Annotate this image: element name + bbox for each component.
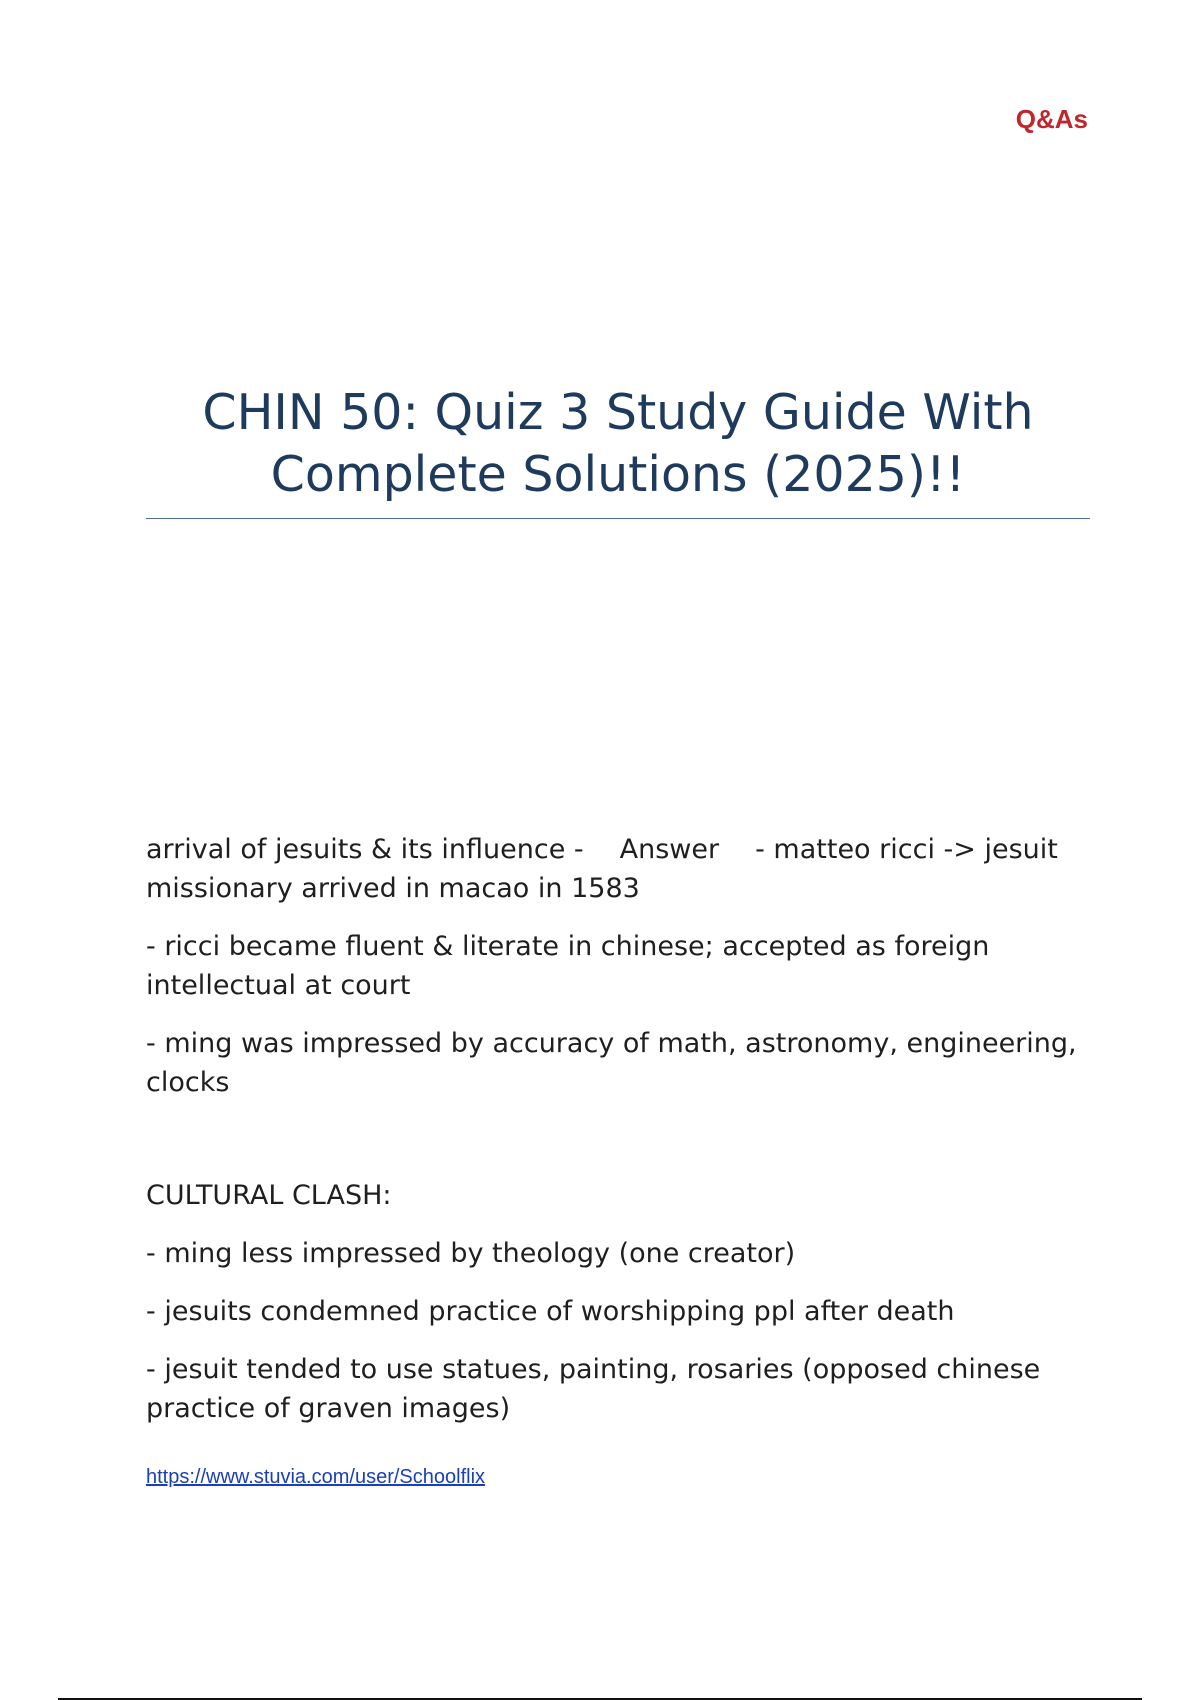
source-link[interactable]: https://www.stuvia.com/user/Schoolflix	[146, 1466, 486, 1488]
answer-text: - matteo ricci -> jesuit missionary arrived in macao in 1583	[146, 834, 1058, 904]
clash-point: - ming less impressed by theology (one creator)	[146, 1238, 796, 1269]
answer-label: Answer	[619, 834, 720, 865]
answer-point: - ricci became fluent & literate in chinese; accepted as foreign intellectual at court	[146, 931, 990, 1001]
qa-content	[146, 830, 1090, 1497]
clash-point: - jesuit tended to use statues, painting, rosaries (opposed chinese practice of graven images)	[146, 1354, 1041, 1424]
question-text: arrival of jesuits & its influence -	[146, 834, 584, 865]
answer-point: - ming was impressed by accuracy of math, astronomy, engineering, clocks	[146, 1028, 1077, 1098]
qas-tag: Q&As	[1015, 104, 1088, 134]
title-line-1: CHIN 50: Quiz 3 Study Guide With	[202, 384, 1034, 441]
clash-point: - jesuits condemned practice of worshipping ppl after death	[146, 1296, 955, 1327]
section-heading: CULTURAL CLASH:	[146, 1180, 392, 1211]
document-title	[146, 382, 1090, 519]
qa-item	[146, 830, 1090, 908]
title-line-2: Complete Solutions (2025)!!	[270, 446, 966, 503]
